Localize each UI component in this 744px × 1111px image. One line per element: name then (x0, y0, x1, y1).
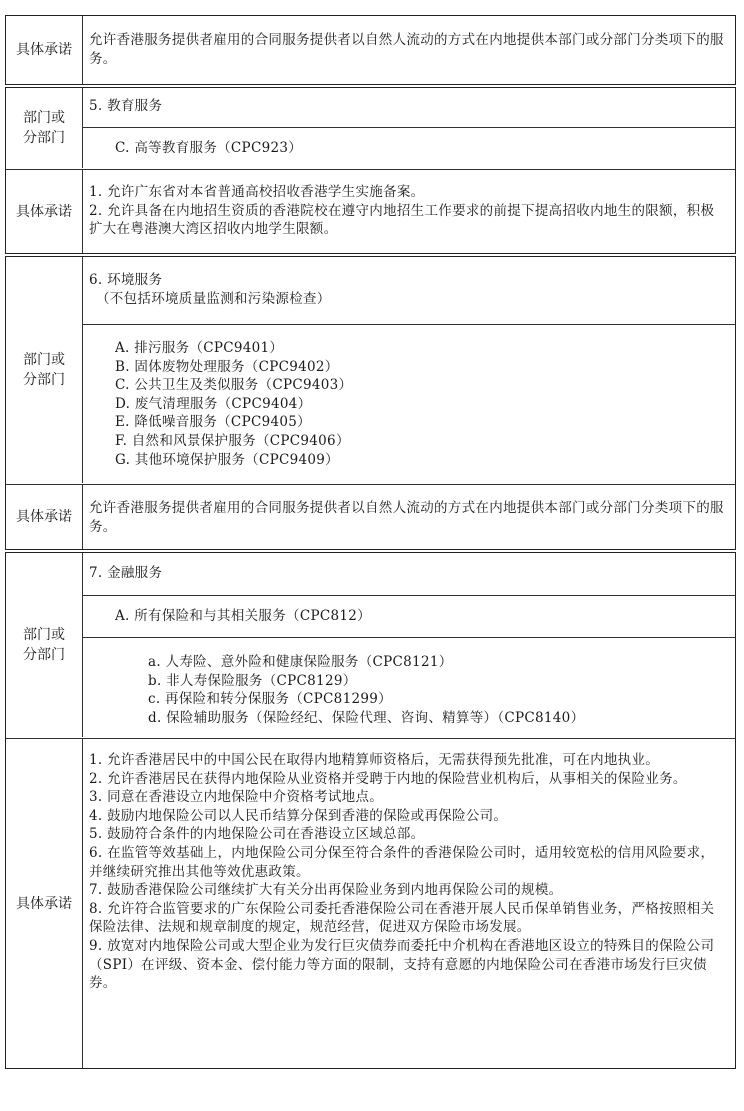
sector-row (82, 88, 735, 128)
commitment-label-text: 具体承诺 (16, 895, 72, 912)
commitment-item: 2. 允许具备在内地招生资质的香港院校在遵守内地招生工作要求的前提下提高招收内地生的限额，积极扩大在粤港澳大湾区招收内地学生限额。 (89, 202, 715, 238)
commitment-item: 1. 允许广东省对本省普通高校招收香港学生实施备案。 (89, 184, 425, 200)
sector-label (6, 88, 83, 168)
commitment-label-text: 具体承诺 (16, 203, 72, 220)
commitments-row (82, 485, 735, 549)
education-content (82, 88, 735, 253)
sector-label-line2: 分部门 (23, 130, 65, 146)
sector-label-line2: 分部门 (23, 372, 65, 388)
financial-content (82, 553, 735, 1068)
commitments-row (82, 170, 735, 253)
commitment-label (6, 16, 83, 84)
commitment-item: 3. 同意在香港设立内地保险中介资格考试地点。 (89, 789, 384, 806)
block-education (5, 87, 736, 254)
subsector-item: B. 固体废物处理服务（CPC9402） (115, 358, 339, 375)
subsectors-row (82, 325, 735, 485)
subsector-item: C. 公共卫生及类似服务（CPC9403） (115, 377, 353, 394)
commitment-label (6, 484, 83, 549)
commitment-text: 允许香港服务提供者雇用的合同服务提供者以自然人流动的方式在内地提供本部门或分部门分类项下的服务。 (89, 500, 724, 535)
subsector-item: A. 排污服务（CPC9401） (115, 340, 284, 356)
sector-title: 7. 金融服务 (89, 565, 163, 581)
commitment-label-text: 具体承诺 (16, 42, 72, 58)
insurance-item: c. 再保险和转分保服务（CPC81299） (148, 691, 392, 708)
sector-label (6, 257, 83, 483)
sector-title: 5. 教育服务 (89, 98, 163, 114)
insurance-item: a. 人寿险、意外险和健康保险服务（CPC8121） (148, 654, 453, 670)
sector-label (6, 553, 83, 737)
commitment-item: 2. 允许香港居民在获得内地保险从业资格并受聘于内地的保险营业机构后，从事相关的保险业务。 (89, 770, 687, 787)
sector-label-line2: 分部门 (23, 647, 65, 663)
environment-content (82, 257, 735, 549)
block-commitment-1 (5, 15, 736, 85)
insurance-item: b. 非人寿保险服务（CPC8129） (148, 672, 357, 689)
sector-label-line1: 部门或 (23, 627, 65, 643)
sector-title: 6. 环境服务 (89, 272, 163, 288)
subsector-item: F. 自然和风景保护服务（CPC9406） (115, 432, 350, 449)
commitment-label (6, 738, 83, 1068)
subsector-item: E. 降低噪音服务（CPC9405） (115, 414, 311, 431)
subsector-title: A. 所有保险和与其相关服务（CPC812） (115, 608, 371, 624)
insurance-item: d. 保险辅助服务（保险经纪、保险代理、咨询、精算等）（CPC8140） (148, 709, 585, 726)
subsector-title: C. 高等教育服务（CPC923） (115, 140, 303, 156)
subsector-row (82, 128, 735, 170)
block-environment (5, 256, 736, 550)
items-row (82, 638, 735, 739)
commitment-label-text: 具体承诺 (16, 509, 72, 525)
commitment-item: 6. 在监管等效基础上，内地保险公司分保至符合条件的香港保险公司时，适用较宽松的信用风险要求，并继续研究推出其他等效优惠政策。 (89, 844, 715, 880)
commitment-content (82, 16, 735, 84)
commitment-label (6, 169, 83, 253)
commitment-item: 9. 放宽对内地保险公司或大型企业为发行巨灾债券而委托中介机构在香港地区设立的特殊目的保险公司（SPI）在评级、资本金、偿付能力等方面的限制，支持有意愿的内地保险公司在香港市场发行巨灾债券。 (89, 937, 715, 992)
sector-row (82, 257, 735, 325)
subsector-item: G. 其他环境保护服务（CPC9409） (115, 451, 339, 468)
sector-row (82, 553, 735, 596)
commitment-item: 5. 鼓励符合条件的内地保险公司在香港设立区域总部。 (89, 826, 425, 843)
commitment-item: 4. 鼓励内地保险公司以人民币结算分保到香港的保险或再保险公司。 (89, 807, 508, 824)
commitment-item: 1. 允许香港居民中的中国公民在取得内地精算师资格后，无需获得预先批准，可在内地执业。 (89, 752, 660, 768)
block-financial (5, 552, 736, 1069)
sector-note: （不包括环境质量监测和污染源检查） (96, 290, 331, 307)
subsector-item: D. 废气清理服务（CPC9404） (115, 395, 312, 412)
sector-label-line1: 部门或 (23, 352, 65, 368)
commitment-item: 8. 允许符合监管要求的广东保险公司委托香港保险公司在香港开展人民币保单销售业务，严格按照相关保险法律、法规和规章制度的规定，规范经营，促进双方保险市场发展。 (89, 900, 715, 936)
subsector-row (82, 596, 735, 638)
commitment-text: 允许香港服务提供者雇用的合同服务提供者以自然人流动的方式在内地提供本部门或分部门分类项下的服务。 (89, 32, 724, 67)
commitment-item: 7. 鼓励香港保险公司继续扩大有关分出再保险业务到内地再保险公司的规模。 (89, 882, 563, 899)
commitments-row (82, 739, 735, 1068)
sector-label-line1: 部门或 (23, 110, 65, 126)
